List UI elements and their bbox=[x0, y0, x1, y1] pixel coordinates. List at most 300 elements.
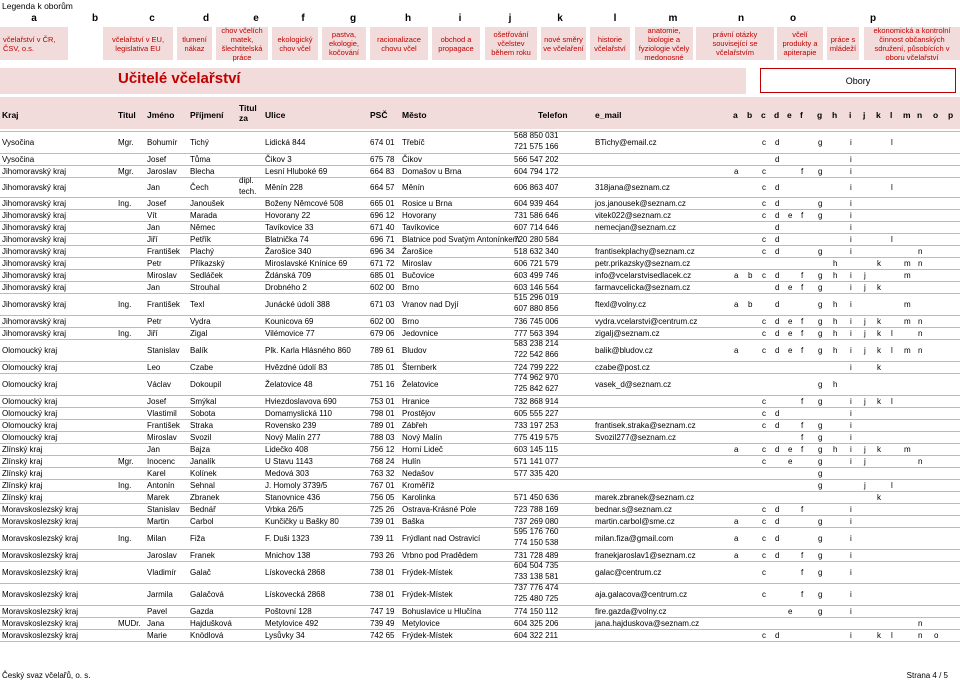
cell-mesto: Vrbno pod Pradědem bbox=[402, 551, 478, 560]
table-row bbox=[0, 221, 960, 233]
cell-email[interactable]: vasek_d@seznam.cz bbox=[595, 380, 672, 389]
legend-letter-j: j bbox=[508, 13, 512, 24]
cell-mesto: Zábřeh bbox=[402, 421, 428, 430]
cell-kraj: Jihomoravský kraj bbox=[2, 300, 67, 309]
cell-prijmeni: Carbol bbox=[190, 517, 214, 526]
cell-kraj: Vysočina bbox=[2, 155, 35, 164]
obor-flag-d: d bbox=[775, 300, 780, 309]
cell-psc: 685 01 bbox=[370, 271, 395, 280]
cell-telefon: 731 728 489 bbox=[514, 551, 559, 560]
cell-kraj: Jihomoravský kraj bbox=[2, 329, 67, 338]
cell-prijmeni: Kolínek bbox=[190, 469, 217, 478]
obor-flag-g: g bbox=[818, 300, 823, 309]
cell-psc: 739 49 bbox=[370, 619, 395, 628]
cell-psc: 753 01 bbox=[370, 397, 395, 406]
cell-prijmeni: Sobota bbox=[190, 409, 216, 418]
cell-prijmeni: Petřík bbox=[190, 235, 211, 244]
cell-prijmeni: Knödlová bbox=[190, 631, 224, 640]
col-obor-o: o bbox=[933, 110, 939, 120]
cell-mesto: Metylovice bbox=[402, 619, 440, 628]
obor-flag-f: f bbox=[801, 283, 804, 292]
cell-jmeno: Jaroslav bbox=[147, 551, 177, 560]
cell-email[interactable]: franekjaroslav1@seznam.cz bbox=[595, 551, 696, 560]
legend-letter-g: g bbox=[349, 13, 357, 24]
cell-prijmeni: Strouhal bbox=[190, 283, 220, 292]
cell-ulice: Metylovice 492 bbox=[265, 619, 319, 628]
obor-flag-n: n bbox=[918, 346, 923, 355]
obor-flag-c: c bbox=[762, 457, 766, 466]
obor-flag-j: j bbox=[864, 457, 866, 466]
cell-prijmeni: Fiža bbox=[190, 534, 206, 543]
obor-flag-i: i bbox=[850, 409, 852, 418]
obor-flag-j: j bbox=[864, 481, 866, 490]
cell-telefon: 577 335 420 bbox=[514, 469, 559, 478]
legend-letter-e: e bbox=[253, 13, 259, 24]
cell-telefon: 731 586 646 bbox=[514, 211, 559, 220]
obor-flag-d: d bbox=[775, 283, 780, 292]
table-row bbox=[0, 361, 960, 373]
obor-flag-a: a bbox=[734, 346, 739, 355]
obor-flag-j: j bbox=[864, 445, 866, 454]
obor-flag-d: d bbox=[775, 517, 780, 526]
cell-psc: 789 01 bbox=[370, 421, 395, 430]
cell-telefon: 603 499 746 bbox=[514, 271, 559, 280]
col-obor-c: c bbox=[761, 110, 766, 120]
table-row bbox=[0, 373, 960, 395]
obor-flag-g: g bbox=[818, 329, 823, 338]
cell-ulice: Lískovecká 2868 bbox=[265, 590, 326, 599]
legend-box-g: racionalizace chovu včel bbox=[370, 27, 428, 60]
obor-flag-a: a bbox=[734, 271, 739, 280]
obor-flag-d: d bbox=[775, 346, 780, 355]
cell-kraj: Zlínský kraj bbox=[2, 457, 43, 466]
cell-psc: 756 05 bbox=[370, 493, 395, 502]
cell-prijmeni: Němec bbox=[190, 223, 216, 232]
obor-flag-g: g bbox=[818, 568, 823, 577]
cell-email[interactable]: frantisekplachy@seznam.cz bbox=[595, 247, 695, 256]
obor-flag-i: i bbox=[850, 183, 852, 192]
cell-mesto: Miroslav bbox=[402, 259, 432, 268]
obor-flag-i: i bbox=[850, 346, 852, 355]
legend-letter-m: m bbox=[668, 13, 678, 24]
obor-flag-e: e bbox=[788, 457, 793, 466]
cell-jmeno: Petr bbox=[147, 317, 162, 326]
legend-box-d: chov včelích matek, šlechtitelská práce bbox=[216, 27, 268, 60]
table-row bbox=[0, 419, 960, 431]
obor-flag-k: k bbox=[877, 283, 881, 292]
cell-mesto: Bohuslavice u Hlučína bbox=[402, 607, 482, 616]
cell-psc: 675 78 bbox=[370, 155, 395, 164]
legend-boxes bbox=[3, 25, 951, 62]
obor-flag-g: g bbox=[818, 138, 823, 147]
obor-flag-k: k bbox=[877, 329, 881, 338]
cell-ulice: F. Duši 1323 bbox=[265, 534, 310, 543]
cell-telefon: 774 150 538 bbox=[514, 538, 559, 547]
cell-telefon: 724 799 222 bbox=[514, 363, 559, 372]
legend-box-e: ekologický chov včel bbox=[272, 27, 318, 60]
cell-prijmeni: Franek bbox=[190, 551, 215, 560]
cell-telefon: 518 632 340 bbox=[514, 247, 559, 256]
cell-prijmeni: Texl bbox=[190, 300, 205, 309]
cell-telefon: 736 745 006 bbox=[514, 317, 559, 326]
col-obor-i: i bbox=[849, 110, 852, 120]
cell-jmeno: Jan bbox=[147, 223, 160, 232]
col-titul-za: Titul za bbox=[239, 103, 257, 123]
legend-letter-c: c bbox=[149, 13, 155, 24]
cell-mesto: Rosice u Brna bbox=[402, 199, 453, 208]
obor-flag-c: c bbox=[762, 235, 766, 244]
cell-psc: 696 71 bbox=[370, 235, 395, 244]
obor-flag-n: n bbox=[918, 329, 923, 338]
cell-email[interactable]: nemecjan@seznam.cz bbox=[595, 223, 677, 232]
cell-prijmeni: Příkazský bbox=[190, 259, 225, 268]
col-telefon: Telefon bbox=[538, 110, 568, 120]
legend-letters bbox=[0, 13, 960, 27]
cell-telefon: 733 138 581 bbox=[514, 572, 559, 581]
obor-flag-c: c bbox=[762, 631, 766, 640]
cell-kraj: Zlínský kraj bbox=[2, 445, 43, 454]
cell-titul-za: dipl. tech. bbox=[239, 176, 257, 196]
cell-telefon: 603 146 564 bbox=[514, 283, 559, 292]
cell-kraj: Moravskoslezský kraj bbox=[2, 534, 79, 543]
cell-kraj: Moravskoslezský kraj bbox=[2, 631, 79, 640]
cell-psc: 768 24 bbox=[370, 457, 395, 466]
cell-titul: Ing. bbox=[118, 481, 132, 490]
cell-ulice: Vilémovice 77 bbox=[265, 329, 315, 338]
cell-psc: 665 01 bbox=[370, 199, 395, 208]
obor-flag-i: i bbox=[850, 505, 852, 514]
obor-flag-d: d bbox=[775, 235, 780, 244]
obor-flag-i: i bbox=[850, 199, 852, 208]
cell-telefon: 606 863 407 bbox=[514, 183, 559, 192]
legend-box-a: včelařství v ČR, ČSV, o.s. bbox=[0, 27, 68, 60]
legend-letter-b: b bbox=[91, 13, 99, 24]
obor-flag-b: b bbox=[748, 271, 753, 280]
cell-telefon: 737 776 474 bbox=[514, 583, 559, 592]
obor-flag-f: f bbox=[801, 346, 804, 355]
obor-flag-c: c bbox=[762, 568, 766, 577]
cell-email[interactable]: fire.gazda@volny.cz bbox=[595, 607, 667, 616]
cell-mesto: Jedovnice bbox=[402, 329, 439, 338]
cell-psc: 767 01 bbox=[370, 481, 395, 490]
cell-jmeno: Karel bbox=[147, 469, 166, 478]
cell-psc: 738 01 bbox=[370, 568, 395, 577]
obor-flag-h: h bbox=[833, 259, 838, 268]
table-row bbox=[0, 209, 960, 221]
legend-letter-k: k bbox=[557, 13, 563, 24]
cell-mesto: Brno bbox=[402, 317, 419, 326]
obor-flag-a: a bbox=[734, 517, 739, 526]
page-number: Strana 4 / 5 bbox=[906, 671, 948, 680]
cell-ulice: Kounicova 69 bbox=[265, 317, 314, 326]
table-row bbox=[0, 549, 960, 561]
table-row bbox=[0, 455, 960, 467]
cell-kraj: Jihomoravský kraj bbox=[2, 235, 67, 244]
cell-ulice: Měnín 228 bbox=[265, 183, 303, 192]
cell-telefon: 777 563 394 bbox=[514, 329, 559, 338]
cell-psc: 798 01 bbox=[370, 409, 395, 418]
cell-prijmeni: Tichý bbox=[190, 138, 209, 147]
table-row bbox=[0, 327, 960, 339]
legend-letter-o: o bbox=[789, 13, 797, 24]
cell-prijmeni: Zigal bbox=[190, 329, 208, 338]
cell-ulice: Hviezdoslavova 690 bbox=[265, 397, 337, 406]
obor-flag-l: l bbox=[891, 138, 893, 147]
table-row bbox=[0, 467, 960, 479]
col-obor-j: j bbox=[863, 110, 866, 120]
table-row bbox=[0, 281, 960, 293]
cell-prijmeni: Tůma bbox=[190, 155, 211, 164]
cell-prijmeni: Straka bbox=[190, 421, 214, 430]
cell-mesto: Ostrava-Krásné Pole bbox=[402, 505, 477, 514]
cell-jmeno: Bohumír bbox=[147, 138, 178, 147]
cell-ulice: Stanovnice 436 bbox=[265, 493, 321, 502]
obor-flag-c: c bbox=[762, 421, 766, 430]
cell-prijmeni: Blecha bbox=[190, 167, 215, 176]
cell-prijmeni: Sehnal bbox=[190, 481, 215, 490]
obor-flag-j: j bbox=[864, 397, 866, 406]
cell-titul: Mgr. bbox=[118, 167, 134, 176]
obor-flag-m: m bbox=[904, 300, 911, 309]
obor-flag-k: k bbox=[877, 493, 881, 502]
cell-telefon: 607 880 856 bbox=[514, 304, 559, 313]
obor-flag-n: n bbox=[918, 619, 923, 628]
cell-ulice: U Stavu 1143 bbox=[265, 457, 313, 466]
obor-flag-i: i bbox=[850, 397, 852, 406]
cell-kraj: Jihomoravský kraj bbox=[2, 223, 67, 232]
cell-prijmeni: Janalík bbox=[190, 457, 216, 466]
obor-flag-i: i bbox=[850, 223, 852, 232]
cell-mesto: Třebíč bbox=[402, 138, 425, 147]
cell-psc: 742 65 bbox=[370, 631, 395, 640]
cell-kraj: Jihomoravský kraj bbox=[2, 167, 67, 176]
cell-ulice: Nový Malín 277 bbox=[265, 433, 321, 442]
obor-flag-d: d bbox=[775, 505, 780, 514]
cell-telefon: 603 145 115 bbox=[514, 445, 558, 454]
cell-mesto: Prostějov bbox=[402, 409, 436, 418]
obor-flag-c: c bbox=[762, 517, 766, 526]
cell-email[interactable]: balik@bludov.cz bbox=[595, 346, 653, 355]
cell-email[interactable]: martin.carbol@sme.cz bbox=[595, 517, 675, 526]
cell-telefon: 775 419 575 bbox=[514, 433, 559, 442]
cell-jmeno: Miroslav bbox=[147, 433, 177, 442]
cell-prijmeni: Hajdušková bbox=[190, 619, 232, 628]
obor-flag-c: c bbox=[762, 534, 766, 543]
cell-prijmeni: Svozil bbox=[190, 433, 212, 442]
cell-mesto: Blatnice pod Svatým Antonínkem bbox=[402, 235, 520, 244]
cell-titul: Ing. bbox=[118, 300, 132, 309]
obor-flag-g: g bbox=[818, 590, 823, 599]
cell-prijmeni: Dokoupil bbox=[190, 380, 222, 389]
cell-email[interactable]: aja.galacova@centrum.cz bbox=[595, 590, 688, 599]
cell-email[interactable]: jos.janousek@seznam.cz bbox=[595, 199, 686, 208]
cell-email[interactable]: Svozil277@seznam.cz bbox=[595, 433, 677, 442]
table-row bbox=[0, 431, 960, 443]
cell-telefon: 604 794 172 bbox=[514, 167, 559, 176]
cell-email[interactable]: frantisek.straka@seznam.cz bbox=[595, 421, 696, 430]
obor-flag-c: c bbox=[762, 329, 766, 338]
cell-psc: 756 12 bbox=[370, 445, 395, 454]
obor-flag-k: k bbox=[877, 397, 881, 406]
cell-psc: 793 26 bbox=[370, 551, 395, 560]
col-obor-k: k bbox=[876, 110, 881, 120]
obor-flag-d: d bbox=[775, 421, 780, 430]
obor-flag-f: f bbox=[801, 167, 804, 176]
obor-flag-g: g bbox=[818, 167, 823, 176]
cell-ulice: Tavíkovice 33 bbox=[265, 223, 314, 232]
obor-flag-g: g bbox=[818, 481, 823, 490]
page-title: Učitelé včelařství bbox=[118, 70, 241, 87]
obor-flag-c: c bbox=[762, 590, 766, 599]
obor-flag-g: g bbox=[818, 607, 823, 616]
obor-flag-l: l bbox=[891, 481, 893, 490]
obor-flag-c: c bbox=[762, 211, 766, 220]
table-row bbox=[0, 339, 960, 361]
obor-flag-i: i bbox=[850, 167, 852, 176]
obor-flag-k: k bbox=[877, 363, 881, 372]
obor-flag-g: g bbox=[818, 247, 823, 256]
cell-telefon: 571 141 077 bbox=[514, 457, 559, 466]
legend-box-c: tlumení nákaz bbox=[177, 27, 212, 60]
obor-flag-f: f bbox=[801, 433, 804, 442]
cell-mesto: Žarošice bbox=[402, 247, 433, 256]
obor-flag-o: o bbox=[934, 631, 939, 640]
cell-email[interactable]: vitek022@seznam.cz bbox=[595, 211, 672, 220]
table-row bbox=[0, 605, 960, 617]
col-prijmeni: Příjmení bbox=[190, 110, 224, 120]
cell-ulice: Čikov 3 bbox=[265, 155, 292, 164]
cell-email[interactable]: milan.fiza@gmail.com bbox=[595, 534, 674, 543]
obor-flag-k: k bbox=[877, 631, 881, 640]
cell-kraj: Jihomoravský kraj bbox=[2, 259, 67, 268]
obor-flag-i: i bbox=[850, 517, 852, 526]
cell-email[interactable]: galac@centrum.cz bbox=[595, 568, 662, 577]
cell-email[interactable]: ftexl@volny.cz bbox=[595, 300, 647, 309]
legend-box-p: ekonomická a kontrolní činnost občanských sdružení, působících v oboru včelařství bbox=[864, 27, 960, 60]
obor-flag-f: f bbox=[801, 397, 804, 406]
obor-flag-f: f bbox=[801, 421, 804, 430]
cell-ulice: Lidečko 408 bbox=[265, 445, 309, 454]
cell-titul: Ing. bbox=[118, 329, 132, 338]
cell-email[interactable]: marek.zbranek@seznam.cz bbox=[595, 493, 695, 502]
obor-flag-h: h bbox=[833, 346, 838, 355]
cell-jmeno: Marek bbox=[147, 493, 170, 502]
cell-email[interactable]: petr.prikazsky@seznam.cz bbox=[595, 259, 691, 268]
cell-email[interactable]: BTichy@email.cz bbox=[595, 138, 657, 147]
cell-telefon: 515 296 019 bbox=[514, 293, 559, 302]
cell-kraj: Moravskoslezský kraj bbox=[2, 568, 79, 577]
obor-flag-i: i bbox=[850, 211, 852, 220]
cell-ulice: Lidická 844 bbox=[265, 138, 306, 147]
legend-letter-h: h bbox=[404, 13, 412, 24]
cell-ulice: Ždánská 709 bbox=[265, 271, 312, 280]
obor-flag-i: i bbox=[850, 421, 852, 430]
obor-flag-i: i bbox=[850, 445, 852, 454]
cell-email[interactable]: czabe@post.cz bbox=[595, 363, 650, 372]
obor-flag-h: h bbox=[833, 380, 838, 389]
obor-flag-f: f bbox=[801, 317, 804, 326]
cell-email[interactable]: farmavcelicka@seznam.cz bbox=[595, 283, 691, 292]
obor-flag-g: g bbox=[818, 551, 823, 560]
cell-email[interactable]: vydra.vcelarstvi@centrum.cz bbox=[595, 317, 698, 326]
footer-organization: Český svaz včelařů, o. s. bbox=[2, 671, 91, 680]
obor-flag-d: d bbox=[775, 183, 780, 192]
table-row bbox=[0, 479, 960, 491]
cell-prijmeni: Gazda bbox=[190, 607, 214, 616]
cell-telefon: 725 842 627 bbox=[514, 384, 559, 393]
cell-psc: 602 00 bbox=[370, 317, 395, 326]
table-row bbox=[0, 197, 960, 209]
table-row bbox=[0, 515, 960, 527]
cell-prijmeni: Plachý bbox=[190, 247, 215, 256]
obor-flag-i: i bbox=[850, 433, 852, 442]
obor-flag-h: h bbox=[833, 329, 838, 338]
obor-flag-g: g bbox=[818, 271, 823, 280]
cell-jmeno: Josef bbox=[147, 199, 167, 208]
col-obor-a: a bbox=[733, 110, 738, 120]
cell-psc: 725 26 bbox=[370, 505, 395, 514]
cell-mesto: Frýdek-Místek bbox=[402, 631, 453, 640]
obor-flag-e: e bbox=[788, 211, 793, 220]
table-row bbox=[0, 395, 960, 407]
obor-flag-i: i bbox=[850, 534, 852, 543]
col-obor-n: n bbox=[917, 110, 923, 120]
cell-email[interactable]: jana.hajduskova@seznam.cz bbox=[595, 619, 700, 628]
cell-kraj: Jihomoravský kraj bbox=[2, 317, 67, 326]
obory-label: Obory bbox=[760, 68, 956, 93]
cell-email[interactable]: zigalj@seznam.cz bbox=[595, 329, 660, 338]
cell-kraj: Olomoucký kraj bbox=[2, 397, 58, 406]
obor-flag-i: i bbox=[850, 329, 852, 338]
cell-email[interactable]: 318jana@seznam.cz bbox=[595, 183, 670, 192]
cell-email[interactable]: info@vcelarstvisedlacek.cz bbox=[595, 271, 692, 280]
cell-jmeno: Inocenc bbox=[147, 457, 176, 466]
obor-flag-f: f bbox=[801, 271, 804, 280]
obor-flag-g: g bbox=[818, 421, 823, 430]
cell-prijmeni: Galačová bbox=[190, 590, 224, 599]
cell-ulice: Hovorany 22 bbox=[265, 211, 311, 220]
cell-mesto: Brno bbox=[402, 283, 419, 292]
legend-letter-i: i bbox=[458, 13, 462, 24]
table-row bbox=[0, 245, 960, 257]
obor-flag-c: c bbox=[762, 397, 766, 406]
cell-kraj: Zlínský kraj bbox=[2, 469, 43, 478]
table-row bbox=[0, 131, 960, 153]
obor-flag-f: f bbox=[801, 590, 804, 599]
table-row bbox=[0, 503, 960, 515]
cell-ulice: Mnichov 138 bbox=[265, 551, 311, 560]
cell-jmeno: František bbox=[147, 300, 180, 309]
cell-psc: 751 16 bbox=[370, 380, 395, 389]
cell-ulice: Rovensko 239 bbox=[265, 421, 317, 430]
obor-flag-l: l bbox=[891, 235, 893, 244]
cell-titul: Mgr. bbox=[118, 138, 134, 147]
cell-telefon: 774 962 970 bbox=[514, 373, 559, 382]
obor-flag-f: f bbox=[801, 505, 804, 514]
cell-kraj: Jihomoravský kraj bbox=[2, 183, 67, 192]
cell-mesto: Frýdlant nad Ostravicí bbox=[402, 534, 481, 543]
col-obor-f: f bbox=[800, 110, 803, 120]
cell-prijmeni: Vydra bbox=[190, 317, 211, 326]
cell-psc: 674 01 bbox=[370, 138, 395, 147]
cell-kraj: Jihomoravský kraj bbox=[2, 199, 67, 208]
obor-flag-g: g bbox=[818, 346, 823, 355]
cell-titul: Mgr. bbox=[118, 457, 134, 466]
cell-email[interactable]: bednar.s@seznam.cz bbox=[595, 505, 673, 514]
cell-kraj: Zlínský kraj bbox=[2, 493, 43, 502]
cell-ulice: Lysůvky 34 bbox=[265, 631, 305, 640]
obor-flag-g: g bbox=[818, 457, 823, 466]
